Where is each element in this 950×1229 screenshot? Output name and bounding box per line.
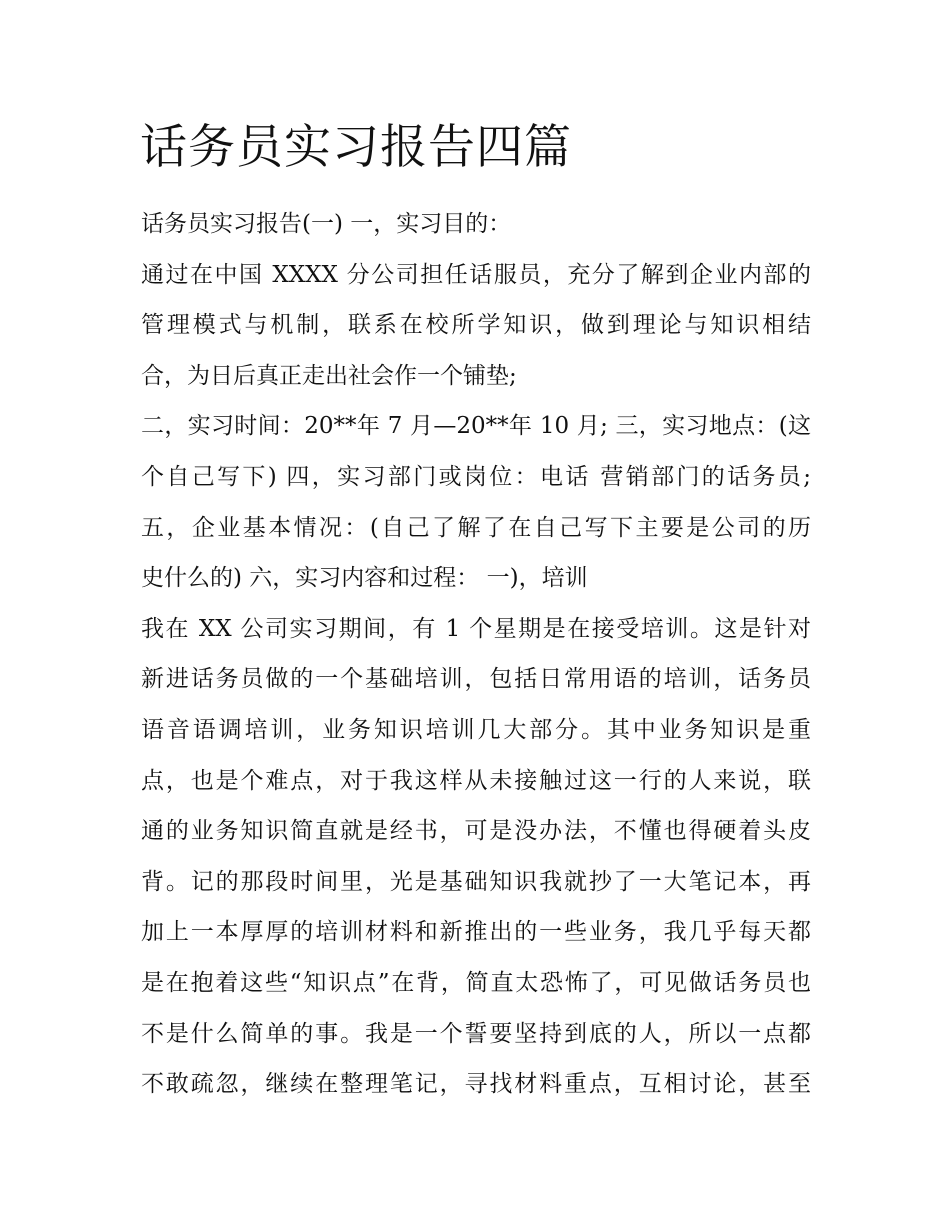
body-line: 不敢疏忽，继续在整理笔记，寻找材料重点，互相讨论，甚至 xyxy=(141,1071,811,1098)
body-line: 通的业务知识简直就是经书，可是没办法，不懂也得硬着头皮 xyxy=(141,818,811,845)
body-line: 通过在中国 XXXX 分公司担任话服员，充分了解到企业内部的 xyxy=(141,261,811,288)
document-body xyxy=(141,199,831,1110)
body-line: 合，为日后真正走出社会作一个铺垫; xyxy=(141,362,517,389)
body-line: 史什么的) 六，实习内容和过程： 一)，培训 xyxy=(141,565,588,592)
body-line: 我在 XX 公司实习期间，有 1 个星期是在接受培训。这是针对 xyxy=(141,615,811,642)
body-line: 语音语调培训，业务知识培训几大部分。其中业务知识是重 xyxy=(141,716,811,743)
body-line: 二，实习时间：20**年 7 月—20**年 10 月; 三，实习地点：(这 xyxy=(141,413,811,440)
body-line: 管理模式与机制，联系在校所学知识，做到理论与知识相结 xyxy=(141,312,811,339)
body-line: 是在抱着这些“知识点”在背，简直太恐怖了，可见做话务员也 xyxy=(141,969,811,996)
body-line: 背。记的那段时间里，光是基础知识我就抄了一大笔记本，再 xyxy=(141,868,811,895)
body-line: 话务员实习报告(一) 一，实习目的： xyxy=(141,211,512,237)
body-line: 点，也是个难点，对于我这样从未接触过这一行的人来说，联 xyxy=(141,767,811,794)
body-line: 不是什么简单的事。我是一个誓要坚持到底的人，所以一点都 xyxy=(141,1020,811,1047)
body-line: 加上一本厚厚的培训材料和新推出的一些业务，我几乎每天都 xyxy=(141,919,811,946)
document-title: 话务员实习报告四篇 xyxy=(140,120,572,175)
body-line: 个自己写下) 四，实习部门或岗位：电话 营销部门的话务员; xyxy=(141,463,811,490)
body-line: 五，企业基本情况：(自己了解了在自己写下主要是公司的历 xyxy=(141,514,811,541)
body-line: 新进话务员做的一个基础培训，包括日常用语的培训，话务员 xyxy=(141,666,811,693)
